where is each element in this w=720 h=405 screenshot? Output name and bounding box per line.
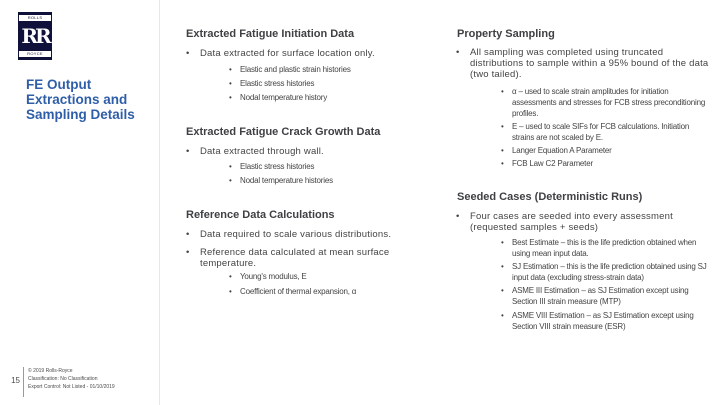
seeded-sub-best-estimate: • Best Estimate – this is the life prediction obtained when using mean input data.	[512, 237, 712, 259]
page-number: 15	[11, 376, 20, 385]
reference-heading: Reference Data Calculations	[186, 209, 335, 221]
logo-top-text: ROLLS	[19, 15, 51, 21]
initiation-sub-1: • Elastic and plastic strain histories	[240, 64, 440, 75]
reference-bullet-2: • Reference data calculated at mean surface temperature.	[200, 247, 445, 269]
crack-bullet: • Data extracted through wall.	[200, 146, 440, 157]
property-sub-alpha: • α – used to scale strain amplitudes for initiation assessments and stresses for FCB stress preconditioning profiles.	[512, 86, 712, 119]
crack-sub-1: • Elastic stress histories	[240, 161, 440, 172]
seeded-sub-asme-iii: • ASME III Estimation – as SJ Estimation except using Section III strain measure (MTP)	[512, 285, 712, 307]
initiation-sub-3: • Nodal temperature history	[240, 92, 440, 103]
property-sub-langer: • Langer Equation A Parameter	[512, 145, 712, 156]
copyright: © 2019 Rolls-Royce	[28, 368, 73, 374]
logo-bottom-text: ROYCE	[19, 51, 51, 57]
seeded-sub-asme-viii: • ASME VIII Estimation – as SJ Estimation except using Section VIII strain measure (ESR)	[512, 310, 712, 332]
footer-text	[28, 367, 156, 391]
initiation-bullet: • Data extracted for surface location only.	[200, 48, 440, 59]
reference-sub-1: • Young's modulus, E	[240, 271, 440, 282]
classification: Classification: No Classification	[28, 376, 98, 382]
property-heading: Property Sampling	[457, 28, 555, 40]
footer	[0, 364, 160, 400]
seeded-bullet: • Four cases are seeded into every assessment (requested samples + seeds)	[470, 211, 715, 233]
reference-bullet-1: • Data required to scale various distributions.	[200, 229, 440, 240]
property-sub-fcb: • FCB Law C2 Parameter	[512, 158, 712, 169]
rolls-royce-logo	[18, 12, 52, 60]
crack-heading: Extracted Fatigue Crack Growth Data	[186, 126, 381, 138]
logo-monogram: RR	[21, 24, 49, 48]
slide-title: FE Output Extractions and Sampling Details	[26, 77, 135, 122]
property-bullet: • All sampling was completed using truncated distributions to sample within a 95% bound of the data (two tailed).	[470, 47, 710, 80]
seeded-heading: Seeded Cases (Deterministic Runs)	[457, 191, 643, 203]
export-control: Export Control: Not Listed - 01/10/2019	[28, 384, 115, 390]
reference-sub-2: • Coefficient of thermal expansion, α	[240, 286, 440, 297]
property-sub-e: • E – used to scale SIFs for FCB calculations. Initiation strains are not scaled by E.	[512, 121, 712, 143]
seeded-sub-sj-estimation: • SJ Estimation – this is the life prediction obtained using SJ input data (excluding stress-strain data)	[512, 261, 712, 283]
initiation-heading: Extracted Fatigue Initiation Data	[186, 28, 355, 40]
footer-divider	[23, 367, 24, 397]
sidebar	[0, 0, 160, 405]
crack-sub-2: • Nodal temperature histories	[240, 175, 440, 186]
initiation-sub-2: • Elastic stress histories	[240, 78, 440, 89]
